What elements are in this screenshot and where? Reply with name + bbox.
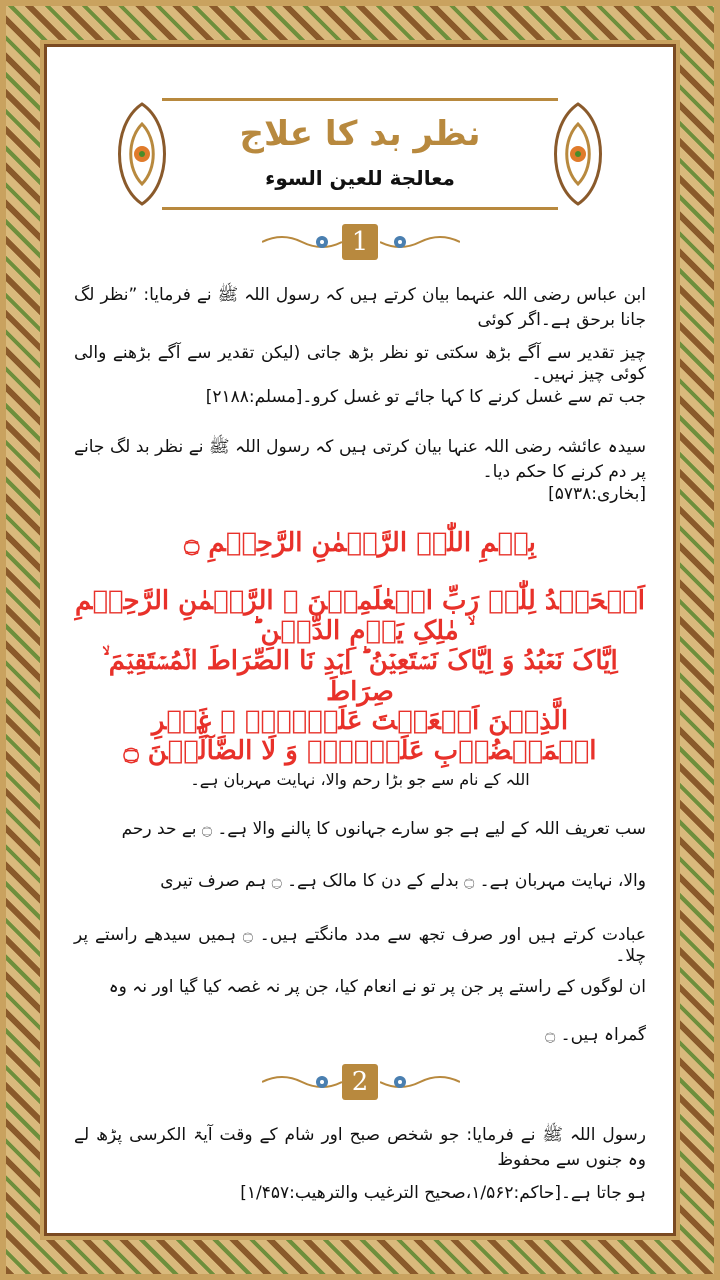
- floral-ornament-icon: [102, 94, 182, 214]
- hadith-reference: [بخاری:۵۷۳۸]: [548, 484, 646, 504]
- translation-line: والا، نہایت مہربان ہے۔ ۝ بدلے کے دن کا مالک ہے۔ ۝ ہم صرف تیری: [160, 871, 646, 891]
- hadith-line: سیدہ عائشہ رضی اللہ عنہا بیان کرتی ہیں کہ رسول اللہ ﷺ نے نظر بد لگ جانے پر دم کرنے کا حکم دیا۔: [74, 437, 646, 482]
- title-banner: [102, 94, 618, 214]
- quran-verse: اِیَّاکَ نَعۡبُدُ وَ اِیَّاکَ نَسۡتَعِیۡنُ ؕ اِہۡدِ نَا الصِّرَاطَ الۡمُسۡتَقِیۡمَ ۙ صِرَاطَ: [102, 646, 618, 707]
- hadith-reference: ہو جاتا ہے۔[حاکم:۱/۵۶۲،صحیح الترغیب والترھیب:۱/۴۵۷]: [240, 1183, 646, 1203]
- section-number-badge: 1: [342, 224, 378, 260]
- translation-heading: اللہ کے نام سے جو بڑا رحم والا، نہایت مہربان ہے۔: [190, 770, 530, 789]
- translation-line: گمراہ ہیں۔ ۝: [545, 1025, 646, 1045]
- divider-ornament-icon: [380, 1072, 460, 1092]
- quran-verse: بِسۡمِ اللّٰہِ الرَّحۡمٰنِ الرَّحِیۡمِ ۝: [184, 528, 536, 558]
- divider-ornament-icon: [262, 1072, 342, 1092]
- quran-verse: الَّذِیۡنَ اَنۡعَمۡتَ عَلَیۡہِمۡ ۬ غَیۡرِ الۡمَغۡضُوۡبِ عَلَیۡہِمۡ وَ لَا الضَّآلِّیۡنَ ۝: [123, 706, 597, 766]
- hadith-line: جب تم سے غسل کرنے کا کہا جائے تو غسل کرو۔[مسلم:۲۱۸۸]: [205, 387, 646, 407]
- hadith-line: رسول اللہ ﷺ نے فرمایا: جو شخص صبح اور شام کے وقت آیۃ الکرسی پڑھ لے وہ جنوں سے محفوظ: [74, 1125, 646, 1170]
- section-divider: [52, 224, 668, 264]
- translation-line: عبادت کرتے ہیں اور صرف تجھ سے مدد مانگتے ہیں۔ ۝ ہمیں سیدھے راستے پر چلا۔: [74, 925, 646, 966]
- section-divider: [52, 1064, 668, 1104]
- title-top-rule: [162, 98, 558, 101]
- title-bottom-rule: [162, 207, 558, 210]
- page-title: نظر بد کا علاج: [239, 114, 481, 154]
- section-number-badge: 2: [342, 1064, 378, 1100]
- divider-ornament-icon: [262, 232, 342, 252]
- page-subtitle: معالجة للعين السوء: [265, 166, 455, 190]
- hadith-line: ابن عباس رضی اللہ عنہما بیان کرتے ہیں کہ رسول اللہ ﷺ نے فرمایا: ”نظر لگ جانا برحق ہے۔اگر کوئی: [74, 285, 646, 330]
- translation-line: ان لوگوں کے راستے پر جن پر تو نے انعام کیا، جن پر نہ غصہ کیا گیا اور نہ وہ: [108, 977, 646, 997]
- translation-line: سب تعریف اللہ کے لیے ہے جو سارے جہانوں کا پالنے والا ہے۔ ۝ بے حد رحم: [121, 819, 646, 839]
- content-area: [52, 52, 668, 1228]
- hadith-line: چیز تقدیر سے آگے بڑھ سکتی تو نظر بڑھ جاتی (لیکن تقدیر سے آگے بڑھنے والی کوئی چیز نہیں۔: [74, 343, 646, 384]
- quran-verse: اَلۡحَمۡدُ لِلّٰہِ رَبِّ الۡعٰلَمِیۡنَ ۙ الرَّحۡمٰنِ الرَّحِیۡمِ ۙ مٰلِکِ یَوۡمِ الدِّیۡنِ ؕ: [75, 586, 645, 646]
- floral-ornament-icon: [538, 94, 618, 214]
- divider-ornament-icon: [380, 232, 460, 252]
